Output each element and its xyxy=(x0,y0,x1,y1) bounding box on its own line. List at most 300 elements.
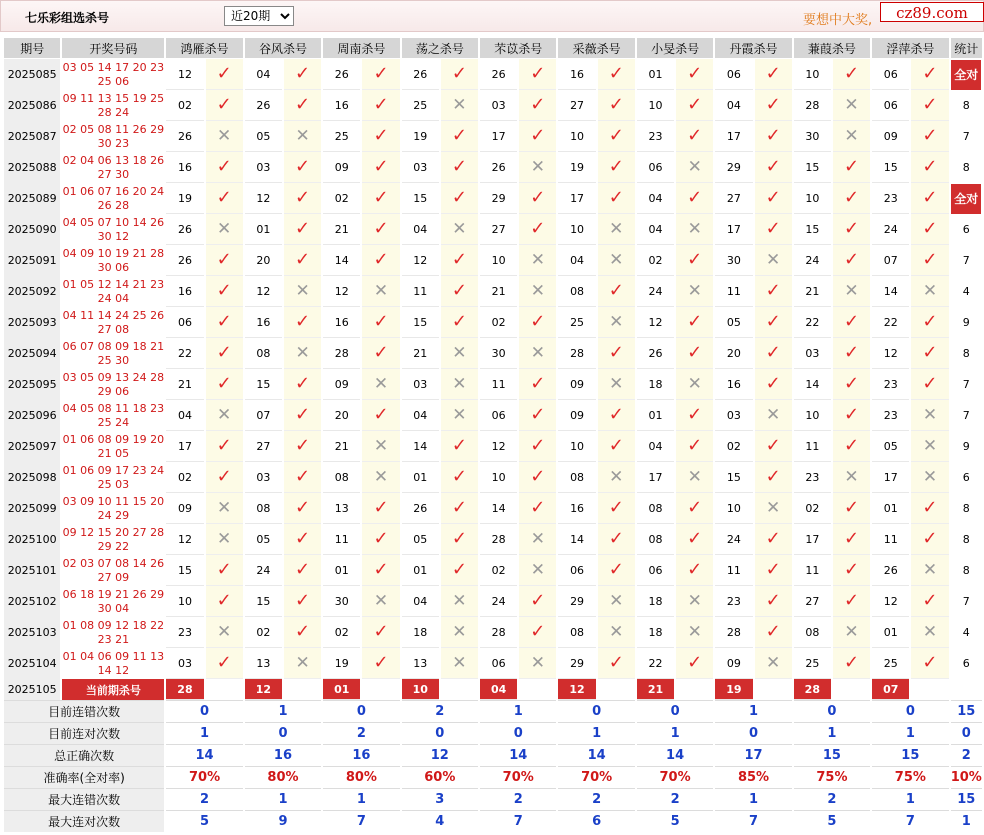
result-mark-cell xyxy=(206,648,243,679)
check-icon: ✓ xyxy=(687,311,703,332)
check-icon: ✓ xyxy=(765,125,781,146)
result-mark-cell xyxy=(441,524,478,555)
check-icon: ✓ xyxy=(687,94,703,115)
result-mark-cell xyxy=(833,431,870,462)
check-icon: ✓ xyxy=(216,156,232,177)
draw-numbers-line1: 09 12 15 20 27 28 xyxy=(62,525,165,539)
summary-value: 14 xyxy=(166,744,242,766)
kill-number-cell: 06 xyxy=(637,555,674,586)
check-icon: ✓ xyxy=(608,528,624,549)
kill-number-cell: 12 xyxy=(166,59,203,90)
kill-number-cell: 06 xyxy=(166,307,203,338)
check-icon: ✓ xyxy=(765,342,781,363)
result-mark-cell xyxy=(833,617,870,648)
result-mark-cell xyxy=(676,276,713,307)
draw-numbers-line2: 29 22 xyxy=(97,539,130,553)
draw-numbers-cell xyxy=(62,338,164,369)
cross-icon: ✕ xyxy=(530,156,545,177)
correct-count: 9 xyxy=(962,440,970,453)
draw-numbers-cell xyxy=(62,121,164,152)
check-icon: ✓ xyxy=(373,528,389,549)
kill-number-cell: 02 xyxy=(480,555,517,586)
result-mark-cell xyxy=(206,90,243,121)
summary-value: 70% xyxy=(480,766,556,788)
check-icon: ✓ xyxy=(530,621,546,642)
result-mark-cell xyxy=(441,183,478,214)
result-mark-cell xyxy=(598,617,635,648)
cross-icon: ✕ xyxy=(922,435,938,456)
check-icon: ✓ xyxy=(530,404,546,425)
column-header-expert[interactable]: 芣苡杀号 xyxy=(480,38,556,59)
result-mark-cell xyxy=(519,59,556,90)
summary-value: 1 xyxy=(323,788,399,810)
result-mark-cell xyxy=(833,648,870,679)
result-mark-cell xyxy=(755,183,792,214)
result-mark-cell xyxy=(362,245,399,276)
column-header-expert[interactable]: 鸿雁杀号 xyxy=(166,38,242,59)
correct-count: 8 xyxy=(962,347,970,360)
result-mark-cell xyxy=(441,245,478,276)
kill-number-cell: 25 xyxy=(558,307,595,338)
kill-number-cell: 21 xyxy=(166,369,203,400)
result-mark-cell xyxy=(284,586,321,617)
check-icon: ✓ xyxy=(843,497,860,518)
draw-numbers-cell xyxy=(62,617,164,648)
kill-number-cell: 08 xyxy=(245,338,282,369)
summary-value: 0 xyxy=(715,722,791,744)
result-mark-cell xyxy=(206,245,243,276)
result-mark-cell xyxy=(598,276,635,307)
cross-icon: ✕ xyxy=(530,652,545,673)
result-mark-cell xyxy=(441,121,478,152)
result-mark-cell xyxy=(833,152,870,183)
summary-stat: 0 xyxy=(951,722,982,744)
check-icon: ✓ xyxy=(843,187,860,208)
kill-number-cell: 09 xyxy=(166,493,203,524)
result-mark-cell xyxy=(598,152,635,183)
check-icon: ✓ xyxy=(216,373,232,394)
current-period-cell: 2025105 xyxy=(4,679,60,700)
current-blank-cell xyxy=(362,679,399,700)
kill-number-cell: 14 xyxy=(872,276,909,307)
result-mark-cell xyxy=(755,90,792,121)
stat-cell xyxy=(951,369,982,400)
check-icon: ✓ xyxy=(843,63,860,84)
result-mark-cell xyxy=(206,369,243,400)
cross-icon: ✕ xyxy=(295,280,310,301)
kill-number-cell: 24 xyxy=(872,214,909,245)
cross-icon: ✕ xyxy=(452,218,467,239)
current-kill-label: 当前期杀号 xyxy=(62,679,164,700)
kill-number-cell: 05 xyxy=(245,524,282,555)
draw-numbers-line2: 30 06 xyxy=(97,260,130,274)
check-icon: ✓ xyxy=(373,249,389,270)
kill-number-cell: 13 xyxy=(245,648,282,679)
kill-number-cell: 26 xyxy=(166,121,203,152)
stat-cell xyxy=(951,90,982,121)
summary-value: 0 xyxy=(558,700,634,722)
check-icon: ✓ xyxy=(922,373,938,394)
draw-numbers-line2: 30 04 xyxy=(97,601,130,615)
result-mark-cell xyxy=(598,307,635,338)
correct-count: 9 xyxy=(962,316,970,329)
period-cell: 2025104 xyxy=(4,648,60,679)
check-icon: ✓ xyxy=(765,63,781,84)
kill-number-cell: 24 xyxy=(794,245,831,276)
check-icon: ✓ xyxy=(295,435,311,456)
check-icon: ✓ xyxy=(608,280,624,301)
table-row xyxy=(4,462,982,493)
result-mark-cell xyxy=(284,183,321,214)
draw-numbers-line1: 03 05 09 13 24 28 xyxy=(62,370,165,384)
check-icon: ✓ xyxy=(216,311,232,332)
result-mark-cell xyxy=(598,462,635,493)
kill-number-cell: 16 xyxy=(166,276,203,307)
kill-number-cell: 28 xyxy=(480,617,517,648)
check-icon: ✓ xyxy=(216,63,232,84)
check-icon: ✓ xyxy=(765,590,781,611)
kill-number-cell: 04 xyxy=(402,400,439,431)
check-icon: ✓ xyxy=(922,94,938,115)
summary-value: 2 xyxy=(323,722,399,744)
result-mark-cell xyxy=(676,400,713,431)
result-mark-cell xyxy=(911,152,948,183)
result-mark-cell xyxy=(362,307,399,338)
draw-numbers-line2: 27 30 xyxy=(97,167,130,181)
draw-numbers-line2: 27 08 xyxy=(97,322,130,336)
result-mark-cell xyxy=(441,617,478,648)
cross-icon: ✕ xyxy=(217,528,232,549)
result-mark-cell xyxy=(833,245,870,276)
kill-number-cell: 27 xyxy=(794,586,831,617)
correct-count: 7 xyxy=(962,254,970,267)
check-icon: ✓ xyxy=(687,249,703,270)
stat-cell xyxy=(951,59,982,90)
correct-count: 8 xyxy=(962,161,970,174)
check-icon: ✓ xyxy=(530,497,546,518)
stat-cell xyxy=(951,338,982,369)
result-mark-cell xyxy=(911,462,948,493)
cross-icon: ✕ xyxy=(373,435,389,456)
kill-number-cell: 19 xyxy=(323,648,360,679)
kill-number-cell: 26 xyxy=(245,90,282,121)
cross-icon: ✕ xyxy=(530,559,545,580)
check-icon: ✓ xyxy=(765,311,781,332)
check-icon: ✓ xyxy=(373,497,389,518)
check-icon: ✓ xyxy=(765,559,781,580)
result-mark-cell xyxy=(755,214,792,245)
draw-numbers-line1: 06 18 19 21 26 29 xyxy=(62,587,165,601)
kill-number-cell: 04 xyxy=(166,400,203,431)
summary-value: 7 xyxy=(872,810,948,832)
column-header-expert[interactable]: 采薇杀号 xyxy=(558,38,634,59)
result-mark-cell xyxy=(284,555,321,586)
check-icon: ✓ xyxy=(922,497,938,518)
check-icon: ✓ xyxy=(373,311,389,332)
cross-icon: ✕ xyxy=(609,218,624,239)
summary-value: 16 xyxy=(323,744,399,766)
summary-label: 准确率(全对率) xyxy=(4,766,164,788)
result-mark-cell xyxy=(755,617,792,648)
kill-number-cell: 17 xyxy=(794,524,831,555)
result-mark-cell xyxy=(676,431,713,462)
check-icon: ✓ xyxy=(608,559,624,580)
draw-numbers-line2: 23 21 xyxy=(97,632,130,646)
kill-number-cell: 04 xyxy=(402,214,439,245)
summary-value: 2 xyxy=(794,788,870,810)
check-icon: ✓ xyxy=(843,218,860,239)
site-logo[interactable]: cz89.com xyxy=(880,2,984,22)
result-mark-cell xyxy=(676,586,713,617)
period-range-select[interactable] xyxy=(224,6,294,26)
summary-row xyxy=(4,788,982,810)
check-icon: ✓ xyxy=(765,218,781,239)
summary-value: 85% xyxy=(715,766,791,788)
kill-number-cell: 03 xyxy=(245,152,282,183)
check-icon: ✓ xyxy=(922,63,938,84)
result-mark-cell xyxy=(598,90,635,121)
result-mark-cell xyxy=(284,493,321,524)
kill-number-cell: 26 xyxy=(872,555,909,586)
current-stat-blank xyxy=(951,679,982,700)
kill-number-cell: 14 xyxy=(480,493,517,524)
stat-cell xyxy=(951,617,982,648)
current-kill-number: 28 xyxy=(794,679,831,700)
summary-value: 2 xyxy=(402,700,478,722)
column-header-expert[interactable]: 周南杀号 xyxy=(323,38,399,59)
result-mark-cell xyxy=(519,462,556,493)
result-mark-cell xyxy=(755,245,792,276)
result-mark-cell xyxy=(441,555,478,586)
period-cell: 2025096 xyxy=(4,400,60,431)
period-cell: 2025092 xyxy=(4,276,60,307)
check-icon: ✓ xyxy=(295,94,311,115)
result-mark-cell xyxy=(284,617,321,648)
kill-number-cell: 19 xyxy=(558,152,595,183)
result-mark-cell xyxy=(598,555,635,586)
result-mark-cell xyxy=(911,524,948,555)
table-row xyxy=(4,524,982,555)
table-row xyxy=(4,276,982,307)
kill-number-cell: 22 xyxy=(794,307,831,338)
column-header-expert[interactable]: 谷风杀号 xyxy=(245,38,321,59)
stat-cell xyxy=(951,462,982,493)
check-icon: ✓ xyxy=(922,652,938,673)
column-header-expert[interactable]: 小旻杀号 xyxy=(637,38,713,59)
column-header-expert[interactable]: 荡之杀号 xyxy=(402,38,478,59)
kill-number-cell: 08 xyxy=(245,493,282,524)
check-icon: ✓ xyxy=(451,187,467,208)
check-icon: ✓ xyxy=(608,404,624,425)
result-mark-cell xyxy=(441,59,478,90)
result-mark-cell xyxy=(911,369,948,400)
summary-value: 7 xyxy=(480,810,556,832)
summary-value: 16 xyxy=(245,744,321,766)
result-mark-cell xyxy=(755,462,792,493)
kill-number-cell: 02 xyxy=(794,493,831,524)
current-kill-number: 01 xyxy=(323,679,360,700)
kill-number-cell: 29 xyxy=(480,183,517,214)
result-mark-cell xyxy=(755,276,792,307)
kill-number-cell: 15 xyxy=(794,214,831,245)
kill-number-cell: 15 xyxy=(245,586,282,617)
kill-number-cell: 01 xyxy=(872,617,909,648)
result-mark-cell xyxy=(441,493,478,524)
cross-icon: ✕ xyxy=(922,404,938,425)
period-cell: 2025087 xyxy=(4,121,60,152)
result-mark-cell xyxy=(833,90,870,121)
kill-number-cell: 05 xyxy=(715,307,752,338)
kill-number-cell: 29 xyxy=(558,648,595,679)
current-blank-cell xyxy=(206,679,243,700)
summary-value: 0 xyxy=(166,700,242,722)
result-mark-cell xyxy=(284,90,321,121)
result-mark-cell xyxy=(362,152,399,183)
kill-number-cell: 10 xyxy=(794,400,831,431)
current-kill-number: 12 xyxy=(558,679,595,700)
stat-cell xyxy=(951,524,982,555)
summary-value: 70% xyxy=(637,766,713,788)
check-icon: ✓ xyxy=(687,652,703,673)
draw-numbers-line2: 28 24 xyxy=(97,105,130,119)
column-header-period: 期号 xyxy=(4,38,60,59)
result-mark-cell xyxy=(676,462,713,493)
result-mark-cell xyxy=(833,276,870,307)
current-blank-cell xyxy=(676,679,713,700)
stat-cell xyxy=(951,400,982,431)
summary-value: 1 xyxy=(872,788,948,810)
stat-cell xyxy=(951,307,982,338)
all-correct-badge: 全对 xyxy=(951,60,981,90)
kill-number-cell: 04 xyxy=(637,431,674,462)
cross-icon: ✕ xyxy=(844,125,859,146)
draw-numbers-line1: 04 11 14 24 25 26 xyxy=(62,308,165,322)
kill-number-cell: 09 xyxy=(323,369,360,400)
result-mark-cell xyxy=(206,121,243,152)
check-icon: ✓ xyxy=(373,404,389,425)
kill-number-cell: 11 xyxy=(480,369,517,400)
kill-number-cell: 21 xyxy=(794,276,831,307)
result-mark-cell xyxy=(598,524,635,555)
kill-number-cell: 03 xyxy=(402,369,439,400)
summary-value: 1 xyxy=(794,722,870,744)
table-row xyxy=(4,648,982,679)
kill-number-cell: 10 xyxy=(166,586,203,617)
kill-number-cell: 16 xyxy=(323,307,360,338)
kill-number-cell: 18 xyxy=(637,369,674,400)
result-mark-cell xyxy=(441,400,478,431)
cross-icon: ✕ xyxy=(844,466,859,487)
cross-icon: ✕ xyxy=(452,94,467,115)
cross-icon: ✕ xyxy=(765,249,781,270)
column-header-expert[interactable]: 蒹葭杀号 xyxy=(794,38,870,59)
kill-number-cell: 19 xyxy=(402,121,439,152)
cross-icon: ✕ xyxy=(217,218,232,239)
kill-number-table xyxy=(2,38,984,832)
draw-numbers-line1: 02 04 06 13 18 26 xyxy=(62,153,165,167)
kill-number-cell: 23 xyxy=(872,369,909,400)
current-blank-cell xyxy=(598,679,635,700)
summary-value: 70% xyxy=(166,766,242,788)
check-icon: ✓ xyxy=(765,187,781,208)
kill-number-cell: 09 xyxy=(715,648,752,679)
cross-icon: ✕ xyxy=(295,652,310,673)
summary-value: 80% xyxy=(323,766,399,788)
check-icon: ✓ xyxy=(295,466,311,487)
kill-number-cell: 12 xyxy=(872,586,909,617)
summary-value: 1 xyxy=(715,788,791,810)
cross-icon: ✕ xyxy=(609,249,624,270)
result-mark-cell xyxy=(911,276,948,307)
summary-row xyxy=(4,810,982,832)
correct-count: 4 xyxy=(962,285,970,298)
check-icon: ✓ xyxy=(295,373,311,394)
table-row xyxy=(4,338,982,369)
check-icon: ✓ xyxy=(373,342,389,363)
result-mark-cell xyxy=(833,555,870,586)
current-kill-number: 19 xyxy=(715,679,752,700)
check-icon: ✓ xyxy=(922,187,938,208)
check-icon: ✓ xyxy=(451,63,467,84)
kill-number-cell: 28 xyxy=(323,338,360,369)
summary-row xyxy=(4,722,982,744)
kill-number-cell: 01 xyxy=(637,59,674,90)
table-row xyxy=(4,121,982,152)
check-icon: ✓ xyxy=(451,528,467,549)
kill-number-cell: 17 xyxy=(637,462,674,493)
kill-number-cell: 26 xyxy=(402,59,439,90)
check-icon: ✓ xyxy=(373,94,389,115)
check-icon: ✓ xyxy=(765,94,781,115)
result-mark-cell xyxy=(441,152,478,183)
period-cell: 2025101 xyxy=(4,555,60,586)
kill-number-cell: 15 xyxy=(794,152,831,183)
table-row xyxy=(4,152,982,183)
result-mark-cell xyxy=(911,307,948,338)
check-icon: ✓ xyxy=(216,342,232,363)
draw-numbers-line1: 01 06 08 09 19 20 xyxy=(62,432,165,446)
check-icon: ✓ xyxy=(295,187,311,208)
promo-text[interactable]: 要想中大奖, xyxy=(803,13,873,28)
cross-icon: ✕ xyxy=(452,590,467,611)
check-icon: ✓ xyxy=(765,280,781,301)
kill-number-cell: 16 xyxy=(245,307,282,338)
result-mark-cell xyxy=(519,276,556,307)
kill-number-cell: 10 xyxy=(558,214,595,245)
table-row xyxy=(4,214,982,245)
result-mark-cell xyxy=(519,400,556,431)
result-mark-cell xyxy=(755,586,792,617)
cross-icon: ✕ xyxy=(687,218,702,239)
column-header-expert[interactable]: 浮萍杀号 xyxy=(872,38,948,59)
current-kill-number: 21 xyxy=(637,679,674,700)
summary-value: 5 xyxy=(637,810,713,832)
check-icon: ✓ xyxy=(216,652,232,673)
result-mark-cell xyxy=(284,276,321,307)
column-header-expert[interactable]: 丹霞杀号 xyxy=(715,38,791,59)
check-icon: ✓ xyxy=(295,311,311,332)
correct-count: 7 xyxy=(962,130,970,143)
cross-icon: ✕ xyxy=(452,373,467,394)
draw-numbers-line1: 04 09 10 19 21 28 xyxy=(62,246,165,260)
correct-count: 7 xyxy=(962,378,970,391)
result-mark-cell xyxy=(284,431,321,462)
kill-number-cell: 26 xyxy=(402,493,439,524)
kill-number-cell: 04 xyxy=(637,183,674,214)
result-mark-cell xyxy=(833,493,870,524)
result-mark-cell xyxy=(206,59,243,90)
kill-number-cell: 10 xyxy=(794,183,831,214)
